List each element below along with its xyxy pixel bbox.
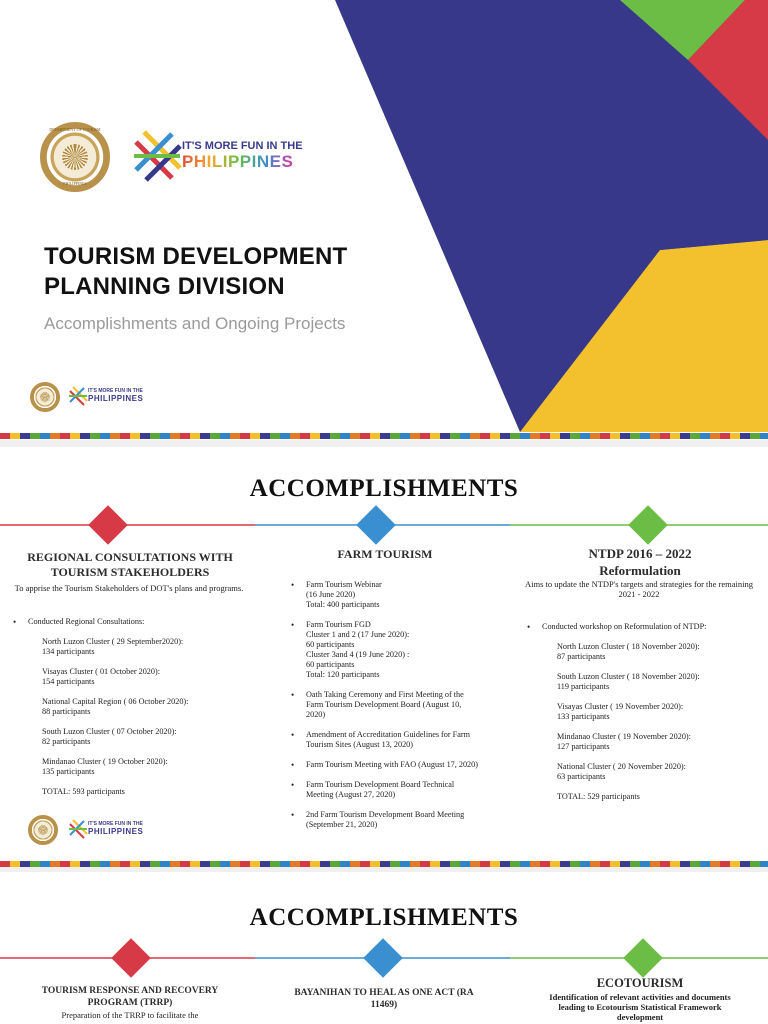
list-item-text: Farm Tourism Webinar (16 June 2020) Total: 400 participants [306,580,382,609]
sun-rays-icon [40,392,50,402]
page-subtitle: Accomplishments and Ongoing Projects [44,314,346,333]
list-item: Visayas Cluster ( 01 October 2020): 154 participants [42,667,160,686]
bullet-icon: • [291,580,295,590]
col3-title-line-2: Reformulation [599,563,681,578]
title-slide [0,0,768,440]
col1-bullet-text: Conducted Regional Consultations: [28,617,145,626]
page-title [44,242,404,302]
col3-title: ECOTOURISM [596,976,684,990]
col1-title: REGIONAL CONSULTATIONS WITH TOURISM STAKEHOLDERS [27,550,233,579]
bullet-icon: • [291,760,295,770]
list-item: Mindanao Cluster ( 19 November 2020): 127 participants [557,732,691,751]
col3-bullet [527,622,762,632]
more-fun-logo-small [68,818,148,842]
bullet-icon: • [291,780,295,790]
list-item: North Luzon Cluster ( 18 November 2020): 87 participants [557,642,700,661]
decorative-triangles [0,0,768,440]
list-item: North Luzon Cluster ( 29 September2020): 134 participants [42,637,184,656]
sun-rays-icon [38,825,48,835]
list-item: Mindanao Cluster ( 19 October 2020): 135 participants [42,757,168,776]
title-line-2: PLANNING DIVISION [44,273,285,300]
section-heading: ACCOMPLISHMENTS [249,904,519,931]
list-item [291,690,481,720]
seal-text-top: DEPARTMENT OF TOURISM [49,127,101,132]
weave-icon [68,818,88,840]
weave-icon [68,385,88,407]
more-fun-logo [132,128,312,186]
section-heading: ACCOMPLISHMENTS [249,475,519,502]
list-item-text: Farm Tourism FGD Cluster 1 and 2 (17 June 2020): 60 participants Cluster 3and 4 (19 June 2020) : 60 participants Total: 120 participants [306,620,410,679]
col1-intro: To apprise the Tourism Stakeholders of DOT's plans and programs. [14,583,244,593]
sun-rays-icon [62,144,88,170]
list-item-text: Amendment of Accreditation Guidelines for Farm Tourism Sites (August 13, 2020) [306,730,470,749]
col3-intro: Aims to update the NTDP's targets and strategies for the remaining 2021 - 2022 [525,579,753,599]
col3-bullet-text: Conducted workshop on Reformulation of NTDP: [542,622,707,631]
bullet-icon: • [291,810,295,820]
dot-seal-logo-small [28,815,58,845]
bullet-icon: • [291,690,295,700]
logo-tagline-small: IT'S MORE FUN IN THE [88,388,143,394]
col3-title [520,545,760,579]
list-item [291,810,481,830]
logo-philippines: PHILIPPINES [182,152,294,171]
dot-seal-logo-small [30,382,60,412]
list-item: South Luzon Cluster ( 18 November 2020): 119 participants [557,672,700,691]
bullet-icon: • [527,622,531,632]
accomplishments-slide-1 [0,447,768,867]
col3-list [527,622,762,812]
col2-title: BAYANIHAN TO HEAL AS ONE ACT (RA 11469) [294,988,474,1010]
list-item [291,780,481,800]
logo-tagline-small: IT'S MORE FUN IN THE [88,821,143,827]
list-item [291,580,481,610]
list-item-text: 2nd Farm Tourism Development Board Meeting (September 21, 2020) [306,810,465,829]
weave-icon [132,128,182,184]
decorative-stripe [0,433,768,439]
list-item-text: Oath Taking Ceremony and First Meeting of the Farm Tourism Development Board (August 10, 2020) [306,690,464,719]
logo-philippines-small: PHILIPPINES [88,827,144,836]
list-item-text: Farm Tourism Meeting with FAO (August 17, 2020) [306,760,478,769]
list-item [291,730,481,750]
title-line-1: TOURISM DEVELOPMENT [44,243,348,270]
col1-text: Preparation of the TRRP to facilitate the [61,1010,199,1020]
list-item [291,620,481,680]
col1-list [13,617,248,807]
bullet-icon: • [291,620,295,630]
list-item: Visayas Cluster ( 19 November 2020): 133 participants [557,702,684,721]
seal-text-bottom: PHILIPPINES [63,181,87,186]
list-item: South Luzon Cluster ( 07 October 2020): 82 participants [42,727,177,746]
bullet-icon: • [291,730,295,740]
col2-title: FARM TOURISM [337,547,433,561]
logo-tagline: IT'S MORE FUN IN THE [182,140,303,152]
dot-seal-logo [40,122,110,192]
list-item: National Cluster ( 20 November 2020): 63 participants [557,762,686,781]
more-fun-logo-small [68,385,148,409]
list-item-total: TOTAL: 593 participants [42,787,125,796]
list-item-text: Farm Tourism Development Board Technical Meeting (August 27, 2020) [306,780,455,799]
col1-title: TOURISM RESPONSE AND RECOVERY PROGRAM (TRRP) [41,986,219,1008]
accomplishments-slide-2 [0,872,768,1024]
col2-list [291,580,481,840]
list-item: National Capital Region ( 06 October 2020): 88 participants [42,697,189,716]
col3-title-line-1: NTDP 2016 – 2022 [588,546,692,561]
list-item-total: TOTAL: 529 participants [557,792,640,801]
list-item [291,760,481,770]
col1-bullet [13,617,248,627]
col3-text: Identification of relevant activities and documents leading to Ecotourism Statistical Framework development [549,992,731,1022]
logo-philippines-small: PHILIPPINES [88,394,144,403]
slide-divider [0,440,768,447]
bullet-icon: • [13,617,17,627]
